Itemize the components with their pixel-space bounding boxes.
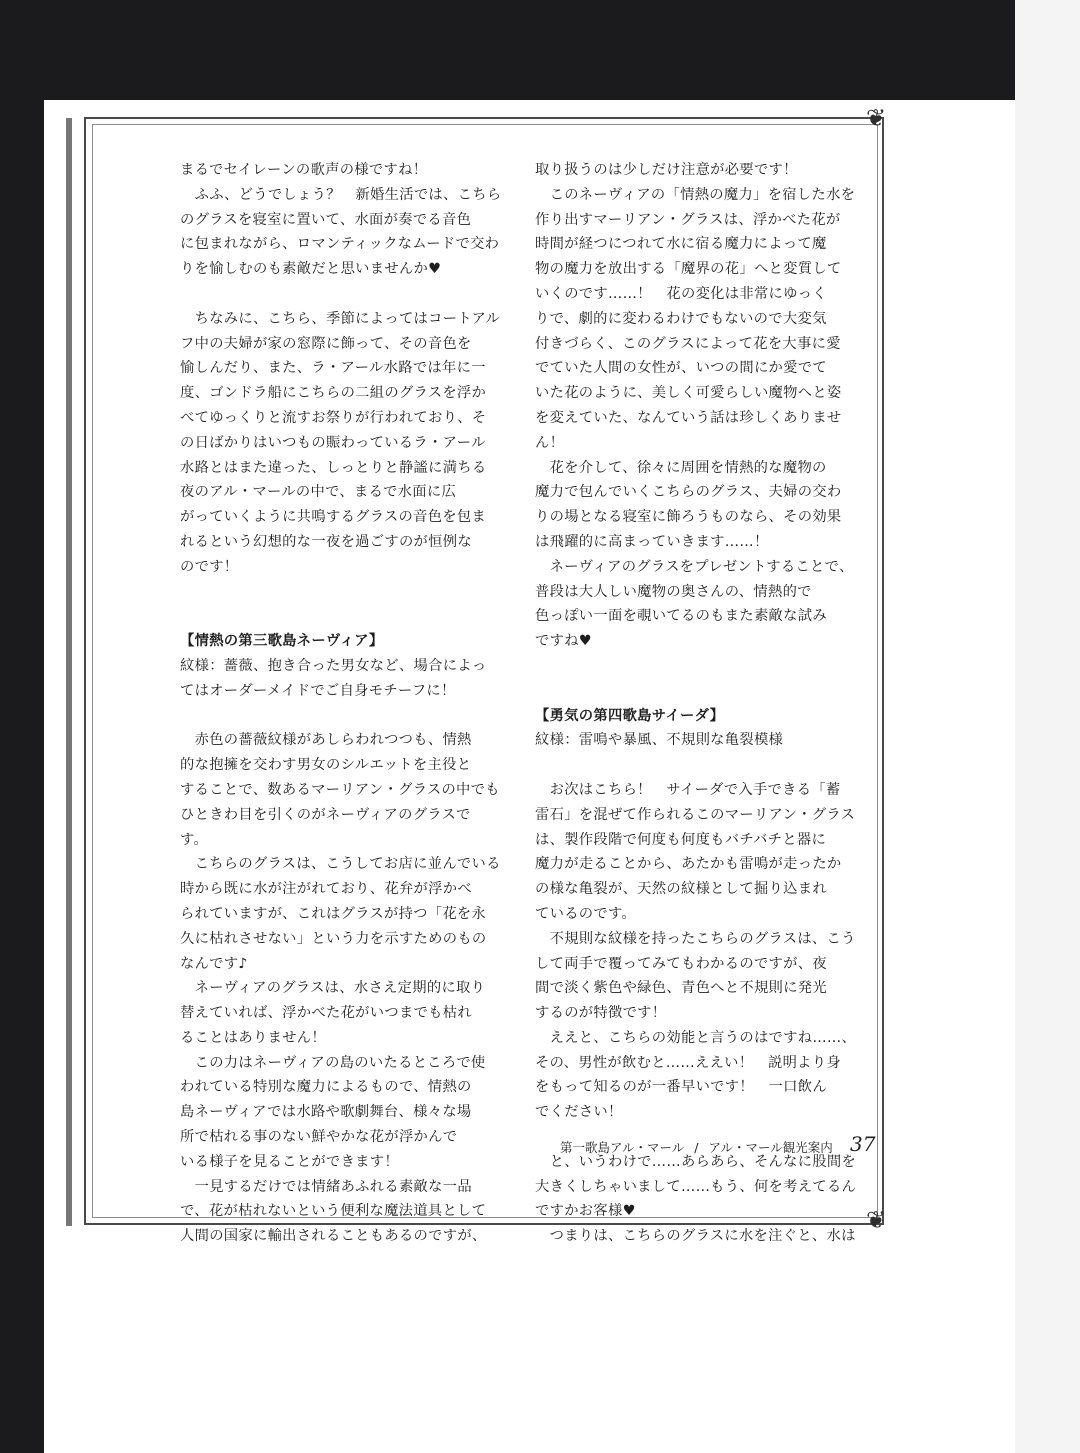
text-line: す。: [180, 831, 209, 848]
left-text-column: [180, 158, 502, 1249]
text-line: 普段は大人しい魔物の奥さんの、情熱的で: [535, 583, 812, 600]
text-line: ん！: [535, 434, 565, 451]
text-line: フ中の夫婦が家の窓際に飾って、その音色を: [180, 335, 472, 352]
text-line: ネーヴィアのグラスをプレゼントすることで、: [535, 558, 854, 575]
text-line: のです！: [180, 558, 239, 575]
scanner-margin-right: [1015, 0, 1080, 1453]
blank-line: [535, 679, 847, 704]
blank-line: [180, 282, 492, 307]
text-line: 間で淡く紫色や緑色、青色へと不規則に発光: [535, 980, 827, 997]
text-line: 度、ゴンドラ船にこちらの二組のグラスを浮か: [180, 385, 487, 402]
text-line: 的な抱擁を交わす男女のシルエットを主役と: [180, 757, 472, 774]
text-line: ひときわ目を引くのがネーヴィアのグラスで: [180, 806, 471, 823]
text-line: りで、劇的に変わるわけでもないので大変気: [535, 310, 827, 327]
text-line: 色っぽい一面を覗いてるのもまた素敵な試み: [535, 608, 827, 625]
text-line: ちなみに、こちら、季節によってはコートアル: [180, 310, 501, 327]
text-line: 紋様：薔薇、抱き合った男女など、場合によっ: [180, 657, 487, 674]
text-line: てはオーダーメイドでご自身モチーフに！: [180, 682, 456, 699]
text-line: いた花のように、美しく可愛らしい魔物へと姿: [535, 385, 842, 402]
text-line: いる様子を見ることができます！: [180, 1153, 399, 1170]
text-line: は、製作段階で何度も何度もバチバチと器に: [535, 831, 827, 848]
blank-line: [535, 654, 847, 679]
blank-line: [180, 604, 492, 629]
text-line: その、男性が飲むと……ええい！ 説明より身: [535, 1054, 841, 1071]
text-line: 所で枯れる事のない鮮やかな花が浮かんで: [180, 1129, 458, 1146]
text-line: りを愉しむのも素敵だと思いませんか♥: [180, 261, 442, 278]
text-line: は飛躍的に高まっていきます……！: [535, 533, 769, 550]
text-line: と、いうわけで……あらあら、そんなに股間を: [535, 1153, 857, 1170]
text-line: するのが特徴です！: [535, 1005, 667, 1022]
blank-line: [180, 704, 492, 729]
text-line: 愉しんだり、また、ラ・アール水路では年に一: [180, 360, 486, 377]
text-line: ですかお客様♥: [535, 1203, 636, 1220]
text-line: でていた人間の女性が、いつの間にか愛でて: [535, 360, 827, 377]
text-line: 付きづらく、このグラスによって花を大事に愛: [535, 335, 841, 352]
text-line: つまりは、こちらのグラスに水を注ぐと、水は: [535, 1228, 856, 1245]
text-line: 時間が経つにつれて水に宿る魔力によって魔: [535, 236, 827, 253]
text-line: なんです♪: [180, 955, 248, 972]
text-line: がっていくように共鳴するグラスの音色を包ま: [180, 509, 487, 526]
text-line: 魔力が走ることから、あたかも雷鳴が走ったか: [535, 856, 842, 873]
text-line: ているのです。: [535, 905, 637, 922]
text-line: 不規則な紋様を持ったこちらのグラスは、こう: [535, 930, 856, 947]
text-line: 替えていれば、浮かべた花がいつまでも枯れ: [180, 1005, 472, 1022]
text-line: 赤色の薔薇紋様があしらわれつつも、情熱: [180, 732, 472, 749]
text-line: 作り出すマーリアン・グラスは、浮かべた花が: [535, 211, 841, 228]
text-line: まるでセイレーンの歌声の様ですね！: [180, 162, 428, 178]
text-line: れるという幻想的な一夜を過ごすのが恒例な: [180, 533, 472, 550]
text-line: ですね♥: [535, 633, 592, 650]
running-footer: [560, 1138, 833, 1156]
text-line: 取り扱うのは少しだけ注意が必要です！: [535, 162, 798, 178]
text-line: を変えていた、なんていう話は珍しくありませ: [535, 409, 842, 426]
text-line: べてゆっくりと流すお祭りが行われており、そ: [180, 409, 487, 426]
text-line: の様な亀裂が、天然の紋様として掘り込まれ: [535, 881, 827, 898]
text-line: でください！: [535, 1104, 623, 1121]
text-line: 時から既に水が注がれており、花弁が浮かべ: [180, 881, 472, 898]
text-line: お次はこちら！ サイーダで入手できる「蓄: [535, 781, 841, 798]
text-line: 一見するだけでは情緒あふれる素敵な一品: [180, 1178, 472, 1195]
blank-line: [180, 580, 492, 605]
scanner-background-top: [0, 0, 1015, 100]
page-edge-rule: [66, 118, 72, 1226]
text-line: 水路とはまた違った、しっとりと静謐に満ちる: [180, 459, 487, 476]
text-line: 花を介して、徐々に周囲を情熱的な魔物の: [535, 459, 827, 476]
text-line: 大きくしちゃいまして……もう、何を考えてるん: [535, 1178, 857, 1195]
text-line: この力はネーヴィアの島のいたるところで使: [180, 1054, 486, 1071]
text-line: で、花が枯れないという便利な魔法道具として: [180, 1203, 487, 1220]
text-line: ネーヴィアのグラスは、水さえ定期的に取り: [180, 980, 486, 997]
footer-separator: /: [694, 1140, 699, 1155]
right-text-column: [535, 158, 857, 1249]
scanner-background-left: [0, 0, 44, 1453]
page-number: 37: [850, 1132, 876, 1156]
text-line: ることはありません！: [180, 1029, 326, 1046]
text-line: いくのです……！ 花の変化は非常にゆっく: [535, 285, 827, 302]
text-line: の日ばかりはいつもの賑わっているラ・アール: [180, 434, 486, 451]
text-line: このネーヴィアの「情熱の魔力」を宿した水を: [535, 186, 856, 203]
text-line: 紋様：雷鳴や暴風、不規則な亀裂模様: [535, 732, 784, 749]
text-line: 物の魔力を放出する「魔界の花」へと変質して: [535, 261, 842, 278]
text-line: に包まれながら、ロマンティックなムードで交わ: [180, 236, 500, 253]
blank-line: [535, 753, 847, 778]
ornament-icon-bottom: ❦: [865, 1206, 887, 1234]
text-line: われている特別な魔力によるもので、情熱の: [180, 1079, 472, 1096]
text-line: 久に枯れさせない」という力を示すためのもの: [180, 930, 487, 947]
text-line: られていますが、これはグラスが持つ「花を永: [180, 905, 487, 922]
text-line: 魔力で包んでいくこちらのグラス、夫婦の交わ: [535, 484, 842, 501]
text-line: りの場となる寝室に飾ろうものなら、その効果: [535, 509, 842, 526]
text-line: のグラスを寝室に置いて、水面が奏でる音色: [180, 211, 472, 228]
section-heading: 【勇気の第四歌島サイーダ】: [535, 707, 725, 724]
text-line: することで、数あるマーリアン・グラスの中でも: [180, 781, 500, 798]
text-line: ふふ、どうでしょう？ 新婚生活では、こちら: [180, 186, 502, 203]
footer-section: 第一歌島アル・マール: [560, 1140, 685, 1155]
footer-chapter: アル・マール観光案内: [708, 1140, 833, 1155]
ornament-icon-top: ❦: [865, 104, 887, 132]
text-line: をもって知るのが一番早いです！ 一口飲ん: [535, 1079, 827, 1096]
text-line: して両手で覆ってみてもわかるのですが、夜: [535, 955, 827, 972]
text-line: 人間の国家に輸出されることもあるのですが、: [180, 1228, 487, 1245]
text-line: 島ネーヴィアでは水路や歌劇舞台、様々な場: [180, 1104, 472, 1121]
text-line: こちらのグラスは、こうしてお店に並んでいる: [180, 856, 501, 873]
text-line: 夜のアル・マールの中で、まるで水面に広: [180, 484, 457, 501]
text-line: ええと、こちらの効能と言うのはですね……、: [535, 1029, 857, 1046]
text-line: 雷石」を混ぜて作られるこのマーリアン・グラス: [535, 806, 856, 823]
section-heading: 【情熱の第三歌島ネーヴィア】: [180, 633, 384, 650]
